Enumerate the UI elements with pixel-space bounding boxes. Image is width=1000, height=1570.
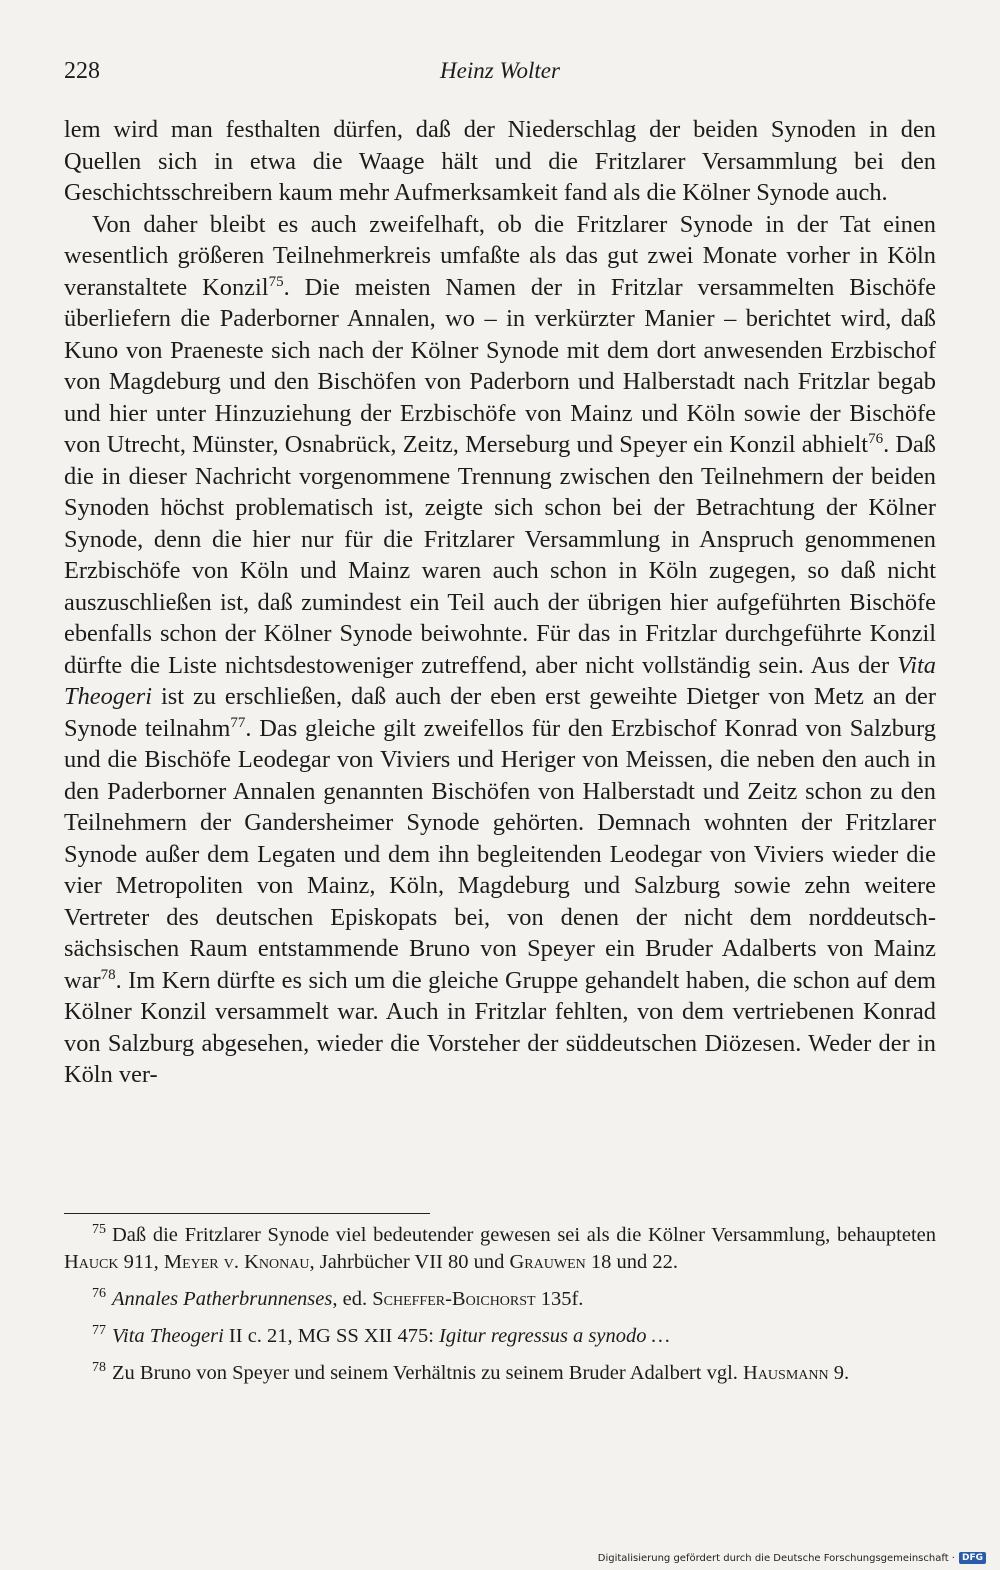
text-run: Zu Bruno von Speyer und seinem Verhältnis zu seinem Bruder Adalbert vgl.	[112, 1362, 744, 1384]
author-name: Scheffer-Boichorst	[372, 1288, 536, 1310]
body-text	[64, 114, 936, 1091]
text-run: 18 und 22.	[585, 1251, 678, 1273]
italic-quote: Igitur regressus a synodo …	[439, 1325, 670, 1347]
text-run: 9.	[828, 1362, 850, 1384]
paragraph-2	[64, 209, 936, 1091]
text-run: Daß die Fritzlarer Synode viel bedeutender gewesen sei als die Kölner Versammlung, behaupteten	[112, 1224, 936, 1246]
footnote-ref-77[interactable]: 77	[230, 714, 246, 731]
footnote-78	[64, 1360, 936, 1387]
italic-title: Vita Theogeri	[64, 651, 936, 710]
footnote-number: 77	[92, 1323, 106, 1338]
credit-text: Digitalisierung gefördert durch die Deutsche Forschungsgemeinschaft ·	[597, 1552, 955, 1564]
footnote-divider	[64, 1213, 430, 1214]
footnotes	[64, 1222, 936, 1397]
footnote-ref-78[interactable]: 78	[100, 966, 116, 983]
footnote-76	[64, 1286, 936, 1313]
footnote-number: 76	[92, 1286, 106, 1301]
page-header	[64, 58, 936, 88]
text-run: . Daß die in dieser Nachricht vorgenommene Trennung zwischen den Teilnehmern der beiden Synoden höchst problematisch ist, zeigte sich schon bei der Betrachtung der Kölner Synode, denn die hier nur für die Fritzlarer Versammlung in Anspruch genommenen Erzbischöfe von Köln und Mainz waren auch schon in Köln zugegen, so daß nicht auszuschließen ist, daß zumindest ein Teil auch der übrigen hier aufgeführten Bischöfe ebenfalls schon der Kölner Synode beiwohnte. Für das in Fritzlar durchgeführte Konzil dürfte die Liste nichtsdestoweniger zutreffend, aber nicht vollständig sein. Aus der	[64, 431, 936, 679]
digitization-credit	[598, 1552, 986, 1564]
text-run: Von daher bleibt es auch zweifelhaft, ob die Fritzlarer Synode in der Tat einen wesentlich größeren Teilnehmerkreis umfaßte als das gut zwei Monate vorher in Köln veranstaltete Konzil	[64, 210, 936, 301]
author-name: Hauck	[64, 1251, 119, 1273]
text-run: , Jahrbücher VII 80 und	[309, 1251, 510, 1273]
page-number: 228	[64, 58, 100, 84]
footnote-ref-76[interactable]: 76	[868, 431, 884, 447]
text-run: 135f.	[535, 1288, 584, 1310]
italic-title: Annales Patherbrunnenses	[112, 1288, 333, 1310]
text-run: ist zu erschließen, daß auch der eben erst geweihte Dietger von Metz an der Synode teilnahm	[64, 683, 936, 742]
text-run: 911,	[118, 1251, 164, 1273]
text-run: II c. 21, MG SS XII 475:	[223, 1325, 440, 1347]
text-run: , ed.	[332, 1288, 373, 1310]
italic-title: Vita Theogeri	[112, 1325, 224, 1347]
author-name: Meyer v. Knonau	[163, 1251, 310, 1273]
author-name: Grauwen	[509, 1251, 586, 1273]
footnote-77	[64, 1323, 936, 1350]
text-run: . Im Kern dürfte es sich um die gleiche Gruppe gehandelt haben, die schon auf dem Kölner Konzil versammelt war. Auch in Fritzlar fehlten, von dem vertriebenen Konrad von Salzburg abgesehen, wieder die Vorsteher der süddeutschen Diözesen. Weder der in Köln ver-	[64, 966, 936, 1088]
dfg-logo-icon: DFG	[959, 1552, 986, 1564]
text-run: . Die meisten Namen der in Fritzlar versammelten Bischöfe überliefern die Paderborner Annalen, wo – in verkürzter Manier – berichtet wird, daß Kuno von Praeneste sich nach der Kölner Synode mit dem dort anwesenden Erzbischof von Magdeburg und den Bischöfen von Paderborn und Halberstadt nach Fritzlar begab und hier unter Hinzuziehung der Erzbischöfe von Mainz und Köln sowie der Bischöfe von Utrecht, Münster, Osnabrück, Zeitz, Merseburg und Speyer ein Konzil abhielt	[64, 273, 936, 458]
author-name: Hausmann	[743, 1362, 829, 1384]
footnote-number: 78	[92, 1360, 106, 1375]
footnote-number: 75	[92, 1222, 106, 1237]
text-run: . Das gleiche gilt zweifellos für den Erzbischof Konrad von Salzburg und die Bischöfe Leodegar von Viviers und Heriger von Meissen, die neben den auch in den Paderborner Annalen genannten Bischöfen von Halberstadt und Zeitz schon zu den Teilnehmern der Gandersheimer Synode gehörten. Demnach wohnten der Fritzlarer Synode außer dem Legaten und dem ihn begleitenden Leodegar von Viviers wieder die vier Metropoliten von Mainz, Köln, Magdeburg und Salzburg sowie zehn weitere Vertreter des deutschen Episkopats bei, von denen der nicht dem norddeutsch-sächsischen Raum entstammende Bruno von Speyer ein Bruder Adalberts von Mainz war	[64, 714, 936, 994]
paragraph-1: lem wird man festhalten dürfen, daß der Niederschlag der beiden Synoden in den Quellen sich in etwa die Waage hält und die Fritzlarer Versammlung bei den Geschichtsschreibern kaum mehr Aufmerksamkeit fand als die Kölner Synode auch.	[64, 116, 936, 206]
running-head: Heinz Wolter	[440, 58, 560, 83]
footnote-ref-75[interactable]: 75	[268, 273, 284, 290]
footnote-75	[64, 1222, 936, 1276]
